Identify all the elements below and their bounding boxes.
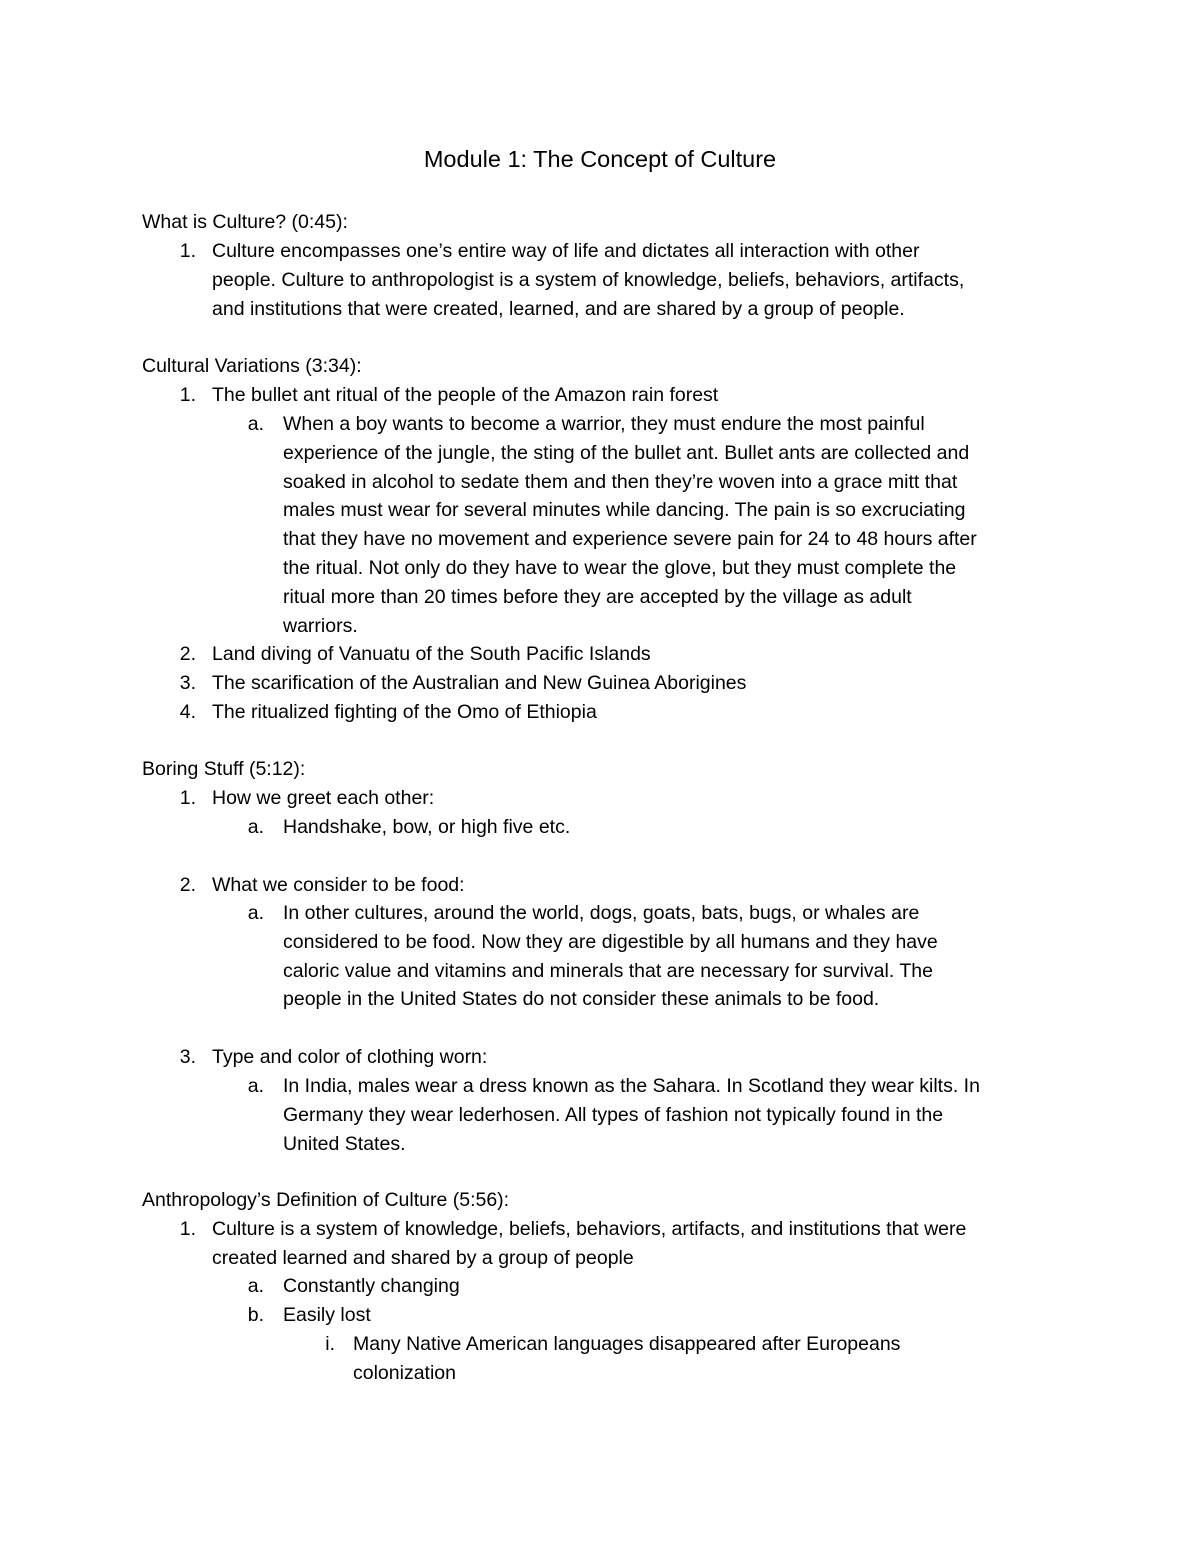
list-marker: 3. xyxy=(179,1046,196,1068)
list-marker: 1. xyxy=(179,787,196,809)
list-marker: a. xyxy=(247,1075,264,1097)
list-item-text: How we greet each other: xyxy=(212,787,435,809)
list-item-text: What we consider to be food: xyxy=(212,874,465,896)
list-marker: 1. xyxy=(179,1218,196,1240)
list-item-text: that they have no movement and experience severe pain for 24 to 48 hours after xyxy=(283,528,977,551)
list-item-text: colonization xyxy=(353,1361,456,1384)
list-marker: a. xyxy=(247,816,264,838)
list-item-text: people in the United States do not consider these animals to be food. xyxy=(283,988,880,1011)
list-item-text: people. Culture to anthropologist is a system of knowledge, beliefs, behaviors, artifacts, xyxy=(212,268,965,291)
list-marker: 2. xyxy=(179,643,196,665)
section-heading: Cultural Variations (3:34): xyxy=(142,355,362,377)
list-item-text: When a boy wants to become a warrior, they must endure the most painful xyxy=(283,413,925,435)
list-marker: i. xyxy=(325,1333,335,1355)
list-item-text: United States. xyxy=(283,1132,406,1155)
list-item-text: Culture encompasses one’s entire way of life and dictates all interaction with other xyxy=(212,240,920,262)
list-item-text: and institutions that were created, learned, and are shared by a group of people. xyxy=(212,297,905,320)
section-heading: Anthropology’s Definition of Culture (5:56): xyxy=(142,1189,510,1211)
list-item-text: warriors. xyxy=(283,614,358,637)
list-item-text: Germany they wear lederhosen. All types of fashion not typically found in the xyxy=(283,1103,944,1126)
list-marker: b. xyxy=(247,1304,264,1326)
list-item-text: the ritual. Not only do they have to wear the glove, but they must complete the xyxy=(283,557,957,579)
list-item-text: Easily lost xyxy=(283,1304,371,1326)
list-item-text: caloric value and vitamins and minerals that are necessary for survival. The xyxy=(283,959,933,982)
list-item-text: Land diving of Vanuatu of the South Pacific Islands xyxy=(212,643,651,665)
list-marker: 4. xyxy=(179,701,196,723)
list-marker: 1. xyxy=(179,240,196,262)
list-item-text: The scarification of the Australian and New Guinea Aborigines xyxy=(212,672,747,694)
list-item-text: The ritualized fighting of the Omo of Ethiopia xyxy=(212,701,597,723)
list-item-text: In India, males wear a dress known as the Sahara. In Scotland they wear kilts. In xyxy=(283,1075,980,1097)
document-title: Module 1: The Concept of Culture xyxy=(423,146,777,172)
list-item-text: considered to be food. Now they are digestible by all humans and they have xyxy=(283,930,938,953)
list-item-text: soaked in alcohol to sedate them and then they’re woven into a grace mitt that xyxy=(283,470,958,493)
list-marker: 1. xyxy=(179,384,196,406)
list-item-text: Culture is a system of knowledge, beliefs, behaviors, artifacts, and institutions that were xyxy=(212,1218,967,1240)
list-item-text: The bullet ant ritual of the people of the Amazon rain forest xyxy=(212,384,719,406)
list-item-text: experience of the jungle, the sting of the bullet ant. Bullet ants are collected and xyxy=(283,441,970,464)
list-item-text: Many Native American languages disappeared after Europeans xyxy=(353,1333,901,1355)
list-item-text: males must wear for several minutes while dancing. The pain is so excruciating xyxy=(283,499,966,522)
section-heading: Boring Stuff (5:12): xyxy=(142,758,306,780)
list-item-text: created learned and shared by a group of people xyxy=(212,1246,634,1269)
list-item-text: Handshake, bow, or high five etc. xyxy=(283,816,571,838)
list-marker: a. xyxy=(247,1275,264,1297)
list-item-text: Constantly changing xyxy=(283,1275,460,1297)
list-marker: 2. xyxy=(179,874,196,896)
list-marker: a. xyxy=(247,413,264,435)
list-marker: a. xyxy=(247,902,264,924)
section-heading: What is Culture? (0:45): xyxy=(142,211,348,233)
list-marker: 3. xyxy=(179,672,196,694)
list-item-text: Type and color of clothing worn: xyxy=(212,1046,488,1068)
list-item-text: In other cultures, around the world, dogs, goats, bats, bugs, or whales are xyxy=(283,902,920,924)
list-item-text: ritual more than 20 times before they are accepted by the village as adult xyxy=(283,585,912,608)
